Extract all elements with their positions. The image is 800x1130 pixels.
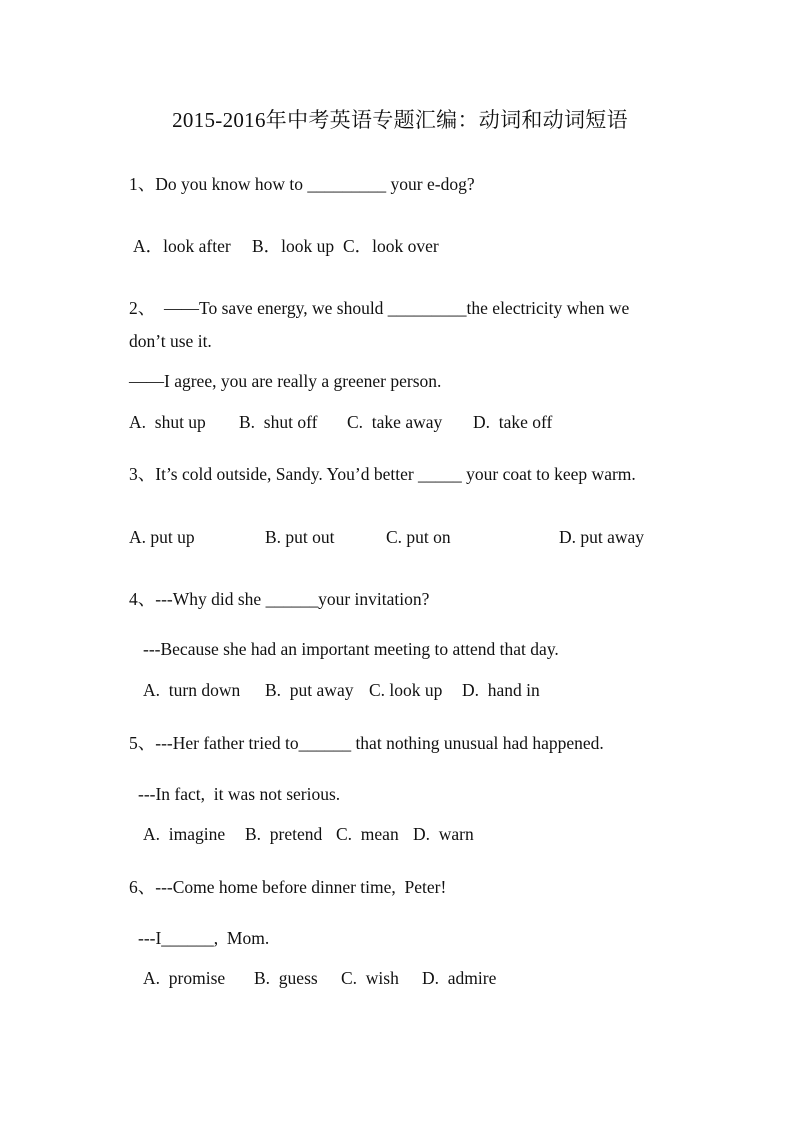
question-4-stem: 4、---Why did she ______your invitation? <box>129 589 430 609</box>
question-5-option-d: D. warn <box>413 824 474 844</box>
question-4-reply: ---Because she had an important meeting to attend that day. <box>143 639 559 659</box>
question-6-option-a: A. promise <box>143 968 226 988</box>
page-title: 2015-2016年中考英语专题汇编：动词和动词短语 <box>172 108 628 132</box>
question-5-option-b: B. pretend <box>245 824 323 844</box>
question-3-option-d: D. put away <box>559 527 645 547</box>
question-2-option-a: A. shut up <box>129 412 206 432</box>
question-1-stem: 1、Do you know how to _________ your e-dog? <box>129 174 475 194</box>
question-3-option-a: A. put up <box>129 527 195 547</box>
question-3-option-c: C. put on <box>386 527 451 547</box>
question-2-option-d: D. take off <box>473 412 553 432</box>
question-6-option-d: D. admire <box>422 968 497 988</box>
question-5-reply: ---In fact, it was not serious. <box>138 784 341 804</box>
question-4-option-a: A. turn down <box>143 680 241 700</box>
question-6-reply: ---I______, Mom. <box>138 928 270 948</box>
question-5-option-c: C. mean <box>336 824 399 844</box>
question-5-option-a: A. imagine <box>143 824 226 844</box>
question-3-option-b: B. put out <box>265 527 335 547</box>
question-6-option-b: B. guess <box>254 968 318 988</box>
question-1-option-c: C．look over <box>343 236 439 256</box>
question-1-option-b: B．look up <box>252 236 335 256</box>
question-2-reply: ——I agree, you are really a greener person. <box>129 371 442 391</box>
question-5-stem: 5、---Her father tried to______ that nothing unusual had happened. <box>129 733 604 753</box>
question-4-option-d: D. hand in <box>462 680 540 700</box>
question-4-option-b: B. put away <box>265 680 354 700</box>
question-2-option-c: C. take away <box>347 412 443 432</box>
question-6-option-c: C. wish <box>341 968 399 988</box>
question-2-stem: 2、 ——To save energy, we should _________the electricity when we <box>129 298 630 318</box>
question-2-stem-cont: don’t use it. <box>129 331 212 351</box>
question-3-stem: 3、It’s cold outside, Sandy. You’d better _____ your coat to keep warm. <box>129 464 636 484</box>
question-1-option-a: A．look after <box>133 236 231 256</box>
question-6-stem: 6、---Come home before dinner time, Peter! <box>129 877 447 897</box>
question-4-option-c: C. look up <box>369 680 443 700</box>
question-2-option-b: B. shut off <box>239 412 318 432</box>
